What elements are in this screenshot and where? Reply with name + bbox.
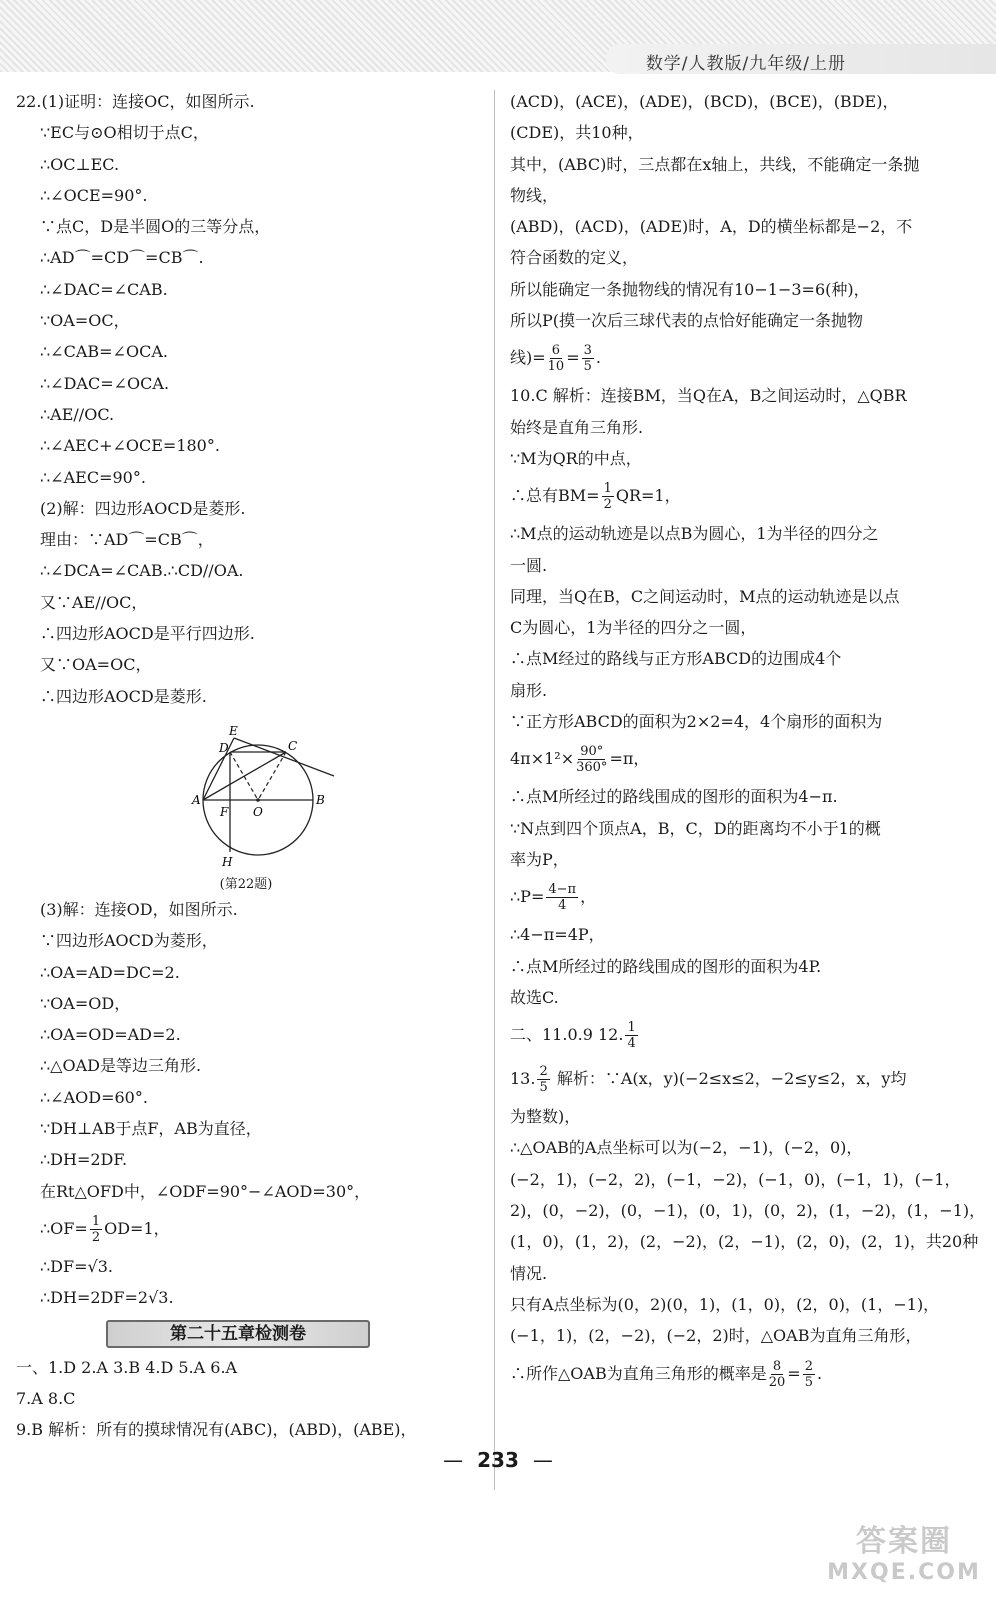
label-h: H <box>222 854 233 869</box>
text-line: (3)解：连接OD，如图所示. <box>40 899 238 919</box>
text-line: ∴AD⌒=CD⌒=CB⌒. <box>40 248 204 268</box>
text-line: ∴OA=AD=DC=2. <box>40 962 180 982</box>
answers-block <box>16 1352 476 1446</box>
text-line-fraction: 二、11.0.9 12. $\frac{1}{4}$ <box>510 1020 636 1052</box>
text-line: ∴四边形AOCD是平行四边形. <box>40 624 255 644</box>
text-line: 一、1.D 2.A 3.B 4.D 5.A 6.A <box>16 1357 238 1377</box>
text-line: 始终是直角三角形. <box>510 417 644 437</box>
watermark <box>824 1516 984 1586</box>
fraction: $\frac{90^\circ}{360^\circ}$ <box>576 744 608 776</box>
text-line: ∵DH⊥AB于点F，AB为直径， <box>40 1119 262 1139</box>
text-line: ∴DF=√3. <box>40 1256 113 1276</box>
text-line: 所以能确定一条抛物线的情况有10−1−3=6(种)， <box>510 279 870 299</box>
text-line: 符合函数的定义， <box>510 248 639 268</box>
text-line-fraction: ∴所作△OAB为直角三角形的概率是 $\frac{8}{20}$ = $\frac{2}{5}$ . <box>510 1358 823 1390</box>
text-line: ∵EC与⊙O相切于点C， <box>40 123 209 143</box>
text-line: (CDE)，共10种， <box>510 123 644 143</box>
text-line: 又∵OA=OC， <box>40 655 152 675</box>
chapter-banner: 第二十五章检测卷 <box>106 1320 370 1348</box>
text-line: 又∵AE//OC， <box>40 592 148 612</box>
text-line: ∴∠OCE=90°. <box>40 185 148 205</box>
text-line: 同理，当Q在B，C之间运动时，M点的运动轨迹是以点 <box>510 586 900 606</box>
text-line: 为整数)， <box>510 1107 581 1127</box>
text-line-fraction: 4π×1²× $\frac{90^\circ}{360^\circ}$ =π， <box>510 744 650 776</box>
text-line: ∵正方形ABCD的面积为2×2=4，4个扇形的面积为 <box>510 712 883 732</box>
label-b: B <box>316 792 325 807</box>
fraction: $\frac{4-\pi}{4}$ <box>548 882 577 914</box>
text-line-fraction: 13. $\frac{2}{5}$ 解析：∵A(x，y)(−2≤x≤2，−2≤y≤2，x，y均 <box>510 1064 907 1096</box>
label-a: A <box>192 792 201 807</box>
text-line: ∵M为QR的中点， <box>510 448 642 468</box>
text-line: ∴∠DCA=∠CAB.∴CD//OA. <box>40 561 244 581</box>
fraction: $\frac{8}{20}$ <box>768 1358 786 1390</box>
text-line: (2)解：四边形AOCD是菱形. <box>40 498 246 518</box>
text-line: ∴∠AEC+∠OCE=180°. <box>40 436 220 456</box>
page-header-title: 数学/人教版/九年级/上册 <box>645 54 846 74</box>
text-line: (−1，1)，(2，−2)，(−2，2)时，△OAB为直角三角形， <box>510 1326 922 1346</box>
text-line: 所以P(摸一次后三球代表的点恰好能确定一条抛物 <box>510 311 864 331</box>
watermark-line1: 答案圈 <box>856 1524 952 1559</box>
label-e: E <box>229 723 238 738</box>
text-line-fraction: 线)= $\frac{6}{10}$ = $\frac{3}{5}$ . <box>510 343 601 375</box>
circle-tangent-diagram <box>16 716 476 876</box>
text-line: ∴△OAD是等边三角形. <box>40 1056 202 1076</box>
q22-part1 <box>16 86 476 712</box>
q22-part3 <box>16 894 476 1314</box>
fraction: $\frac{3}{5}$ <box>583 343 592 375</box>
text-line: (−2，1)，(−2，2)，(−1，−2)，(−1，0)，(−1，1)，(−1， <box>510 1169 961 1189</box>
text-line: 情况. <box>510 1263 548 1283</box>
text-line: ∴OC⊥EC. <box>40 154 120 174</box>
text-line: ∴∠AOD=60°. <box>40 1087 148 1107</box>
fraction: $\frac{6}{10}$ <box>547 343 565 375</box>
label-c: C <box>288 738 298 753</box>
text-line: ∴M点的运动轨迹是以点B为圆心，1为半径的四分之 <box>510 524 879 544</box>
fraction: $\frac{1}{2}$ <box>91 1213 101 1245</box>
text-line: ∴DH=2DF=2√3. <box>40 1288 174 1308</box>
text-line: ∴∠DAC=∠CAB. <box>40 279 168 299</box>
text-line: ∴∠DAC=∠OCA. <box>40 373 170 393</box>
text-line: 22.(1)证明：连接OC，如图所示. <box>16 92 255 111</box>
text-line: ∴DH=2DF. <box>40 1150 128 1170</box>
text-line: ∴四边形AOCD是菱形. <box>40 686 207 706</box>
text-line: ∴AE//OC. <box>40 404 115 424</box>
text-line: ∴点M所经过的路线围成的图形的面积为4−π. <box>510 787 838 807</box>
text-line: ∴点M所经过的路线围成的图形的面积为4P. <box>510 956 822 976</box>
fraction: $\frac{1}{4}$ <box>627 1020 636 1052</box>
text-line: ∴△OAB的A点坐标可以为(−2，−1)，(−2，0)， <box>510 1138 863 1158</box>
center-dot <box>256 798 260 802</box>
watermark-line2: MXQE.COM <box>827 1560 981 1585</box>
text-line: 在Rt△OFD中，∠ODF=90°−∠AOD=30°， <box>40 1181 371 1201</box>
figure-caption: (第22题) <box>219 876 273 892</box>
text-line: 理由：∵AD⌒=CB⌒， <box>40 530 214 550</box>
text-line-fraction: ∴P= $\frac{4-\pi}{4}$ ， <box>510 882 597 914</box>
text-line: 只有A点坐标为(0，2)(0，1)，(1，0)，(2，0)，(1，−1)， <box>510 1294 940 1314</box>
text-line: 7.A 8.C <box>16 1388 76 1408</box>
text-line: ∴点M经过的路线与正方形ABCD的边围成4个 <box>510 649 842 669</box>
dashed-oc <box>258 752 286 800</box>
text-line: (1，0)，(1，2)，(2，−2)，(2，−1)，(2，0)，(2，1)，共20种 <box>510 1232 979 1252</box>
text-line: (ACD)，(ACE)，(ADE)，(BCD)，(BCE)，(BDE)， <box>510 92 899 111</box>
text-line: 故选C. <box>510 987 559 1007</box>
text-line: 率为P， <box>510 849 569 869</box>
text-line: ∴4−π=4P， <box>510 925 605 945</box>
text-line: ∴OA=OD=AD=2. <box>40 1025 181 1045</box>
text-line: 扇形. <box>510 680 548 700</box>
geometry-figure <box>16 716 476 876</box>
fraction: $\frac{2}{5}$ <box>539 1064 548 1096</box>
text-line: 其中，(ABC)时，三点都在x轴上，共线，不能确定一条抛 <box>510 154 920 174</box>
text-line: C为圆心，1为半径的四分之一圆， <box>510 618 757 638</box>
text-line: ∵四边形AOCD为菱形， <box>40 931 218 951</box>
text-line: ∵点C，D是半圆O的三等分点， <box>40 217 271 237</box>
text-line: ∴∠AEC=90°. <box>40 467 146 487</box>
fraction: $\frac{2}{5}$ <box>804 1358 813 1390</box>
tangent-ec <box>234 738 334 776</box>
text-line: 10.C 解析：连接BM，当Q在A，B之间运动时，△QBR <box>510 386 907 406</box>
text-line: ∴∠CAB=∠OCA. <box>40 342 168 362</box>
column-divider <box>494 90 495 1490</box>
text-line: 2)，(0，−2)，(0，−1)，(0，1)，(0，2)，(1，−2)，(1，−1)， <box>510 1201 986 1221</box>
text-line: ∵OA=OD， <box>40 993 131 1013</box>
left-column <box>16 86 476 1445</box>
label-o: O <box>253 804 263 819</box>
text-line-fraction: ∴OF= $\frac{1}{2}$ OD=1， <box>40 1213 170 1245</box>
chapter-banner-wrap <box>16 1314 476 1352</box>
text-line: 物线， <box>510 185 559 205</box>
text-line: ∵OA=OC， <box>40 311 130 331</box>
label-d: D <box>219 740 229 755</box>
fraction: $\frac{1}{2}$ <box>603 481 612 513</box>
page-number: — 233 — <box>443 1448 553 1472</box>
text-line: (ABD)，(ACD)，(ADE)时，A，D的横坐标都是−2，不 <box>510 217 913 237</box>
text-line: 9.B 解析：所有的摸球情况有(ABC)，(ABD)，(ABE)， <box>16 1420 417 1440</box>
label-f: F <box>220 804 229 819</box>
right-column <box>510 86 986 1396</box>
text-line: 一圆. <box>510 555 548 575</box>
text-line-fraction: ∴总有BM= $\frac{1}{2}$ QR=1， <box>510 481 681 513</box>
text-line: ∵N点到四个顶点A，B，C，D的距离均不小于1的概 <box>510 818 881 838</box>
